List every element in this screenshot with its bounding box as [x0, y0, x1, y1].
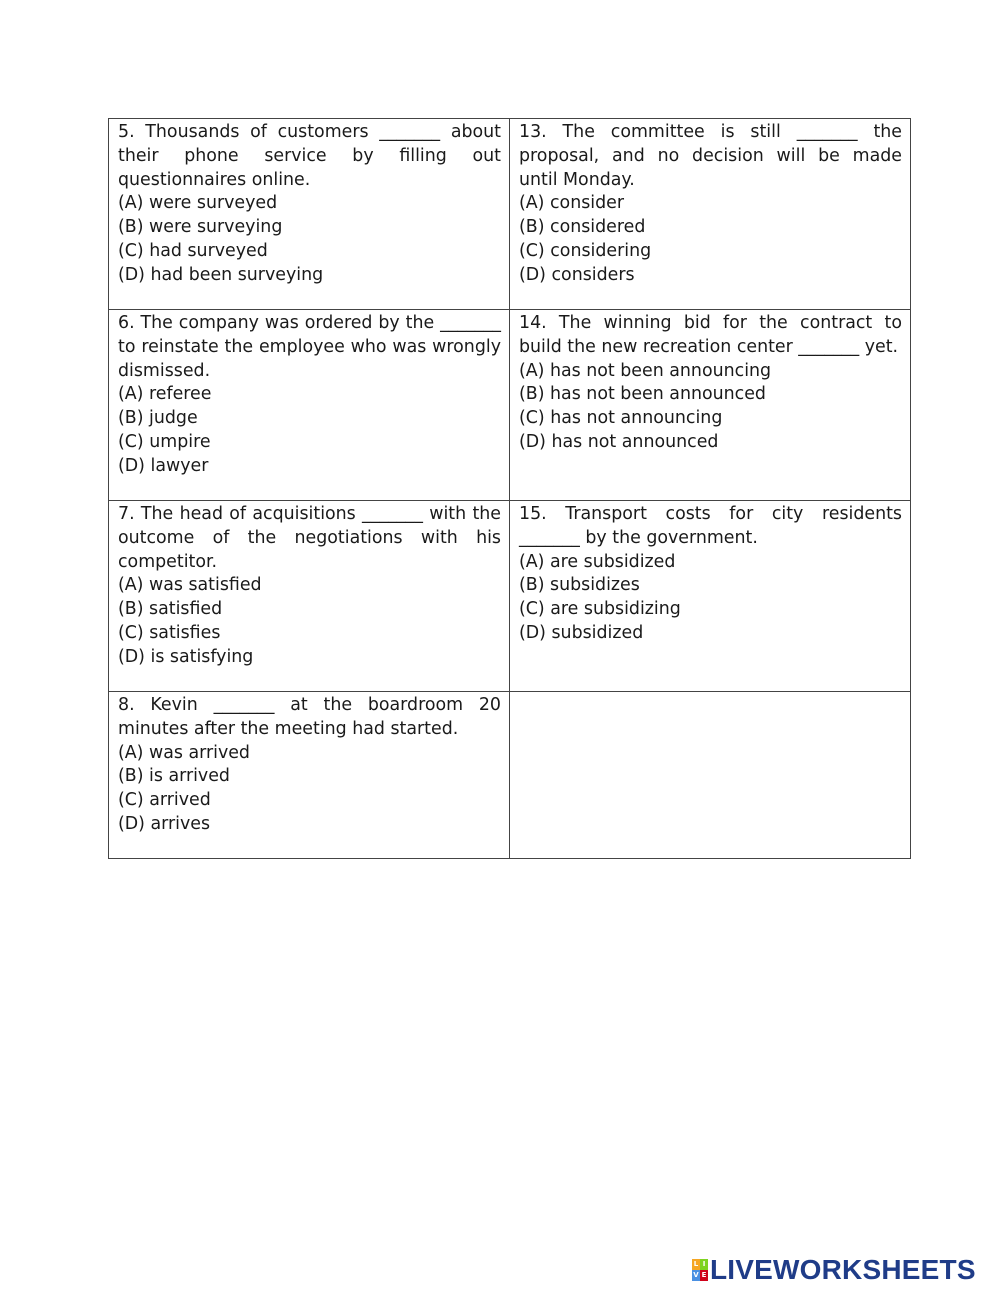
question-5-cell — [109, 119, 510, 310]
option[interactable]: (C) had surveyed — [118, 240, 268, 261]
option[interactable]: (B) subsidizes — [519, 575, 640, 596]
empty-cell — [510, 692, 911, 859]
option[interactable]: (D) lawyer — [118, 455, 209, 476]
option[interactable]: (D) considers — [519, 264, 635, 285]
option[interactable]: (B) satisfied — [118, 599, 223, 620]
option[interactable]: (B) is arrived — [118, 766, 230, 787]
option[interactable]: (D) subsidized — [519, 622, 644, 643]
question-7-options — [118, 574, 501, 669]
option[interactable]: (A) was satisfied — [118, 575, 262, 596]
option[interactable]: (C) has not announcing — [519, 408, 723, 429]
question-5-options — [118, 192, 501, 287]
option[interactable]: (C) arrived — [118, 790, 211, 811]
option[interactable]: (D) arrives — [118, 813, 211, 834]
questions-table — [108, 118, 911, 859]
option[interactable]: (A) consider — [519, 193, 624, 214]
question-8-stem: 8. Kevin _______ at the boardroom 20 minutes after the meeting had started. — [118, 695, 501, 739]
question-6-stem: 6. The company was ordered by the _______ to reinstate the employee who was wrongly dismissed. — [118, 313, 501, 381]
question-14-cell — [510, 310, 911, 501]
question-7-stem: 7. The head of acquisitions _______ with the outcome of the negotiations with his competitor. — [118, 504, 501, 572]
question-13-cell — [510, 119, 911, 310]
option[interactable]: (C) satisfies — [118, 622, 221, 643]
question-15-stem: 15. Transport costs for city residents _______ by the government. — [519, 504, 902, 548]
liveworksheets-logo[interactable] — [692, 1256, 976, 1284]
option[interactable]: (A) has not been announcing — [519, 360, 772, 381]
option[interactable]: (D) had been surveying — [118, 264, 324, 285]
option[interactable]: (B) considered — [519, 217, 646, 238]
option[interactable]: (A) was arrived — [118, 742, 250, 763]
option[interactable]: (C) considering — [519, 240, 652, 261]
question-5-stem: 5. Thousands of customers _______ about their phone service by filling out questionnaires online. — [118, 122, 501, 190]
option[interactable]: (A) are subsidized — [519, 551, 676, 572]
question-15-cell — [510, 501, 911, 692]
option[interactable]: (A) were surveyed — [118, 193, 278, 214]
option[interactable]: (B) judge — [118, 408, 198, 429]
option[interactable]: (B) has not been announced — [519, 384, 766, 405]
question-7-cell — [109, 501, 510, 692]
question-15-options — [519, 551, 902, 646]
question-14-stem: 14. The winning bid for the contract to build the new recreation center _______ yet. — [519, 313, 902, 357]
logo-text: LIVEWORKSHEETS — [710, 1254, 976, 1285]
question-6-cell — [109, 310, 510, 501]
option[interactable]: (C) are subsidizing — [519, 599, 681, 620]
question-8-options — [118, 742, 501, 837]
option[interactable]: (A) referee — [118, 384, 212, 405]
option[interactable]: (D) has not announced — [519, 431, 719, 452]
question-14-options — [519, 360, 902, 455]
option[interactable]: (D) is satisfying — [118, 646, 254, 667]
question-6-options — [118, 383, 501, 478]
logo-mark-icon: L I V E — [693, 1260, 707, 1279]
option[interactable]: (C) umpire — [118, 431, 211, 452]
question-8-cell — [109, 692, 510, 859]
question-13-options — [519, 192, 902, 287]
question-13-stem: 13. The committee is still _______ the proposal, and no decision will be made until Monday. — [519, 122, 902, 190]
option[interactable]: (B) were surveying — [118, 217, 283, 238]
